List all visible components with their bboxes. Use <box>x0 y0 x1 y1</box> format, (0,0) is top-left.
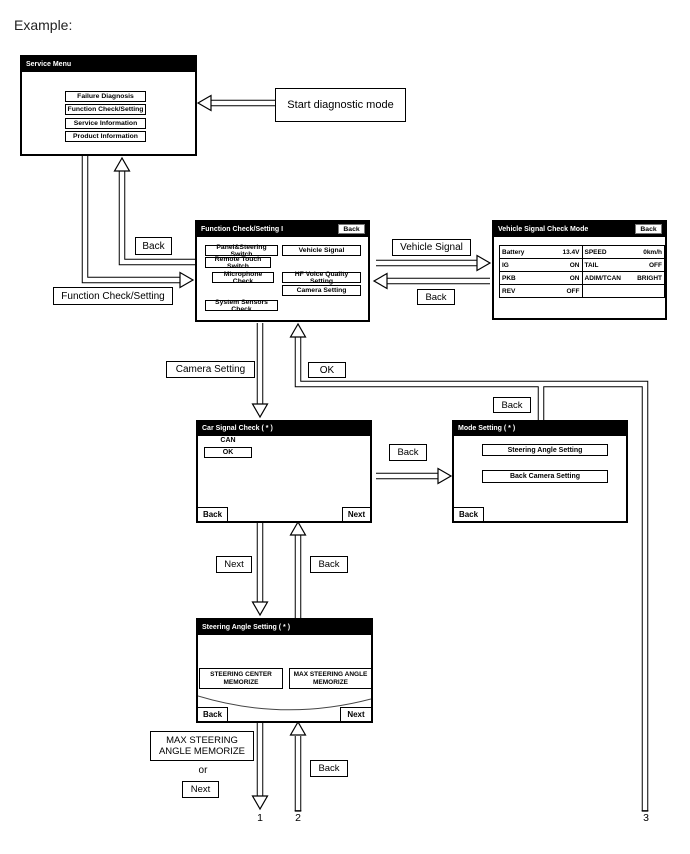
panel-steering-switch-button[interactable]: Panel&Steering Switch <box>205 245 278 256</box>
signal-value: OFF <box>649 261 662 269</box>
table-row <box>500 246 664 259</box>
back-camera-setting-button[interactable]: Back Camera Setting <box>482 470 608 483</box>
signal-value: BRIGHT <box>637 274 662 282</box>
mode-setting-screen <box>452 420 628 523</box>
function-check-title: Function Check/Setting I <box>201 226 284 233</box>
service-menu-titlebar <box>22 57 195 72</box>
vehicle-signal-button[interactable]: Vehicle Signal <box>282 245 361 256</box>
steering-next-button[interactable]: Next <box>340 707 372 722</box>
signal-label: SPEED <box>584 248 607 256</box>
steering-angle-setting-screen <box>196 618 373 723</box>
vehicle-signal-title: Vehicle Signal Check Mode <box>498 226 589 233</box>
microphone-check-button[interactable]: Microphone Check <box>212 272 274 283</box>
max-steering-angle-memorize-annotation: MAX STEERING ANGLE MEMORIZE <box>150 731 254 761</box>
steering-angle-title: Steering Angle Setting ( * ) <box>202 624 291 631</box>
function-check-titlebar <box>197 222 368 237</box>
signal-label: IG <box>502 261 509 269</box>
steering-center-memorize-button[interactable]: STEERING CENTER MEMORIZE <box>199 668 283 689</box>
product-information-button[interactable]: Product Information <box>65 131 146 142</box>
function-check-setting-screen <box>195 220 370 322</box>
back-annotation-bottom: Back <box>310 760 348 777</box>
vehicle-signal-back-button[interactable]: Back <box>635 224 662 234</box>
example-label: Example: <box>14 17 73 33</box>
signal-value: ON <box>569 261 580 269</box>
signal-value: OFF <box>566 287 580 295</box>
signal-value: 0km/h <box>643 248 662 256</box>
back-annotation-to-mode-setting: Back <box>389 444 427 461</box>
signal-label: ADIM/TCAN <box>584 274 621 282</box>
service-menu-buttons <box>65 91 146 145</box>
ok-button[interactable]: OK <box>204 447 252 458</box>
connector-number-1: 1 <box>257 812 263 824</box>
next-annotation-to-steering: Next <box>216 556 252 573</box>
start-diagnostic-mode-label: Start diagnostic mode <box>275 88 406 122</box>
back-annotation-vehicle-signal: Back <box>417 289 455 305</box>
mode-setting-back-button[interactable]: Back <box>453 507 484 522</box>
remote-touch-switch-button[interactable]: Remote Touch Switch <box>205 257 271 268</box>
mode-setting-title: Mode Setting ( * ) <box>458 425 516 432</box>
vehicle-signal-titlebar <box>494 222 665 237</box>
vehicle-signal-annotation: Vehicle Signal <box>392 239 471 256</box>
car-signal-check-screen <box>196 420 372 523</box>
back-annotation-from-steering: Back <box>310 556 348 573</box>
vehicle-signal-check-screen <box>492 220 667 320</box>
car-signal-titlebar <box>198 422 370 436</box>
steering-back-button[interactable]: Back <box>197 707 228 722</box>
service-menu-title: Service Menu <box>26 61 72 68</box>
steering-angle-setting-button[interactable]: Steering Angle Setting <box>482 444 608 456</box>
connector-number-2: 2 <box>295 812 301 824</box>
camera-setting-button[interactable]: Camera Setting <box>282 285 361 296</box>
system-sensors-check-button[interactable]: System Sensors Check <box>205 300 278 311</box>
service-information-button[interactable]: Service Information <box>65 118 146 129</box>
signal-value: ON <box>569 274 580 282</box>
signal-label: TAIL <box>584 261 599 269</box>
signal-label: REV <box>502 287 516 295</box>
function-check-setting-button[interactable]: Function Check/Setting <box>65 104 146 115</box>
back-annotation-service-menu: Back <box>135 237 172 255</box>
connector-number-3: 3 <box>643 812 649 824</box>
signal-value: 13.4V <box>562 248 580 256</box>
signal-label: Battery <box>502 248 525 256</box>
mode-setting-titlebar <box>454 422 626 436</box>
table-row <box>500 272 664 285</box>
vehicle-signal-table <box>499 245 665 298</box>
next-annotation-bottom: Next <box>182 781 219 798</box>
signal-label: PKB <box>502 274 516 282</box>
function-check-back-button[interactable]: Back <box>338 224 365 234</box>
can-label: CAN <box>220 437 236 444</box>
car-signal-back-button[interactable]: Back <box>197 507 228 522</box>
service-menu-screen <box>20 55 197 156</box>
or-label: or <box>198 765 208 776</box>
failure-diagnosis-button[interactable]: Failure Diagnosis <box>65 91 146 102</box>
max-steering-angle-memorize-button[interactable]: MAX STEERING ANGLE MEMORIZE <box>289 668 372 689</box>
hf-voice-quality-setting-button[interactable]: HF Voice Quality Setting <box>282 272 361 283</box>
car-signal-title: Car Signal Check ( * ) <box>202 425 273 432</box>
table-row <box>500 259 664 272</box>
back-annotation-mode-setting: Back <box>493 397 531 413</box>
ok-annotation: OK <box>308 362 346 378</box>
car-signal-next-button[interactable]: Next <box>342 507 371 522</box>
table-row <box>500 285 664 297</box>
function-check-setting-annotation: Function Check/Setting <box>53 287 173 305</box>
camera-setting-annotation: Camera Setting <box>166 361 255 378</box>
